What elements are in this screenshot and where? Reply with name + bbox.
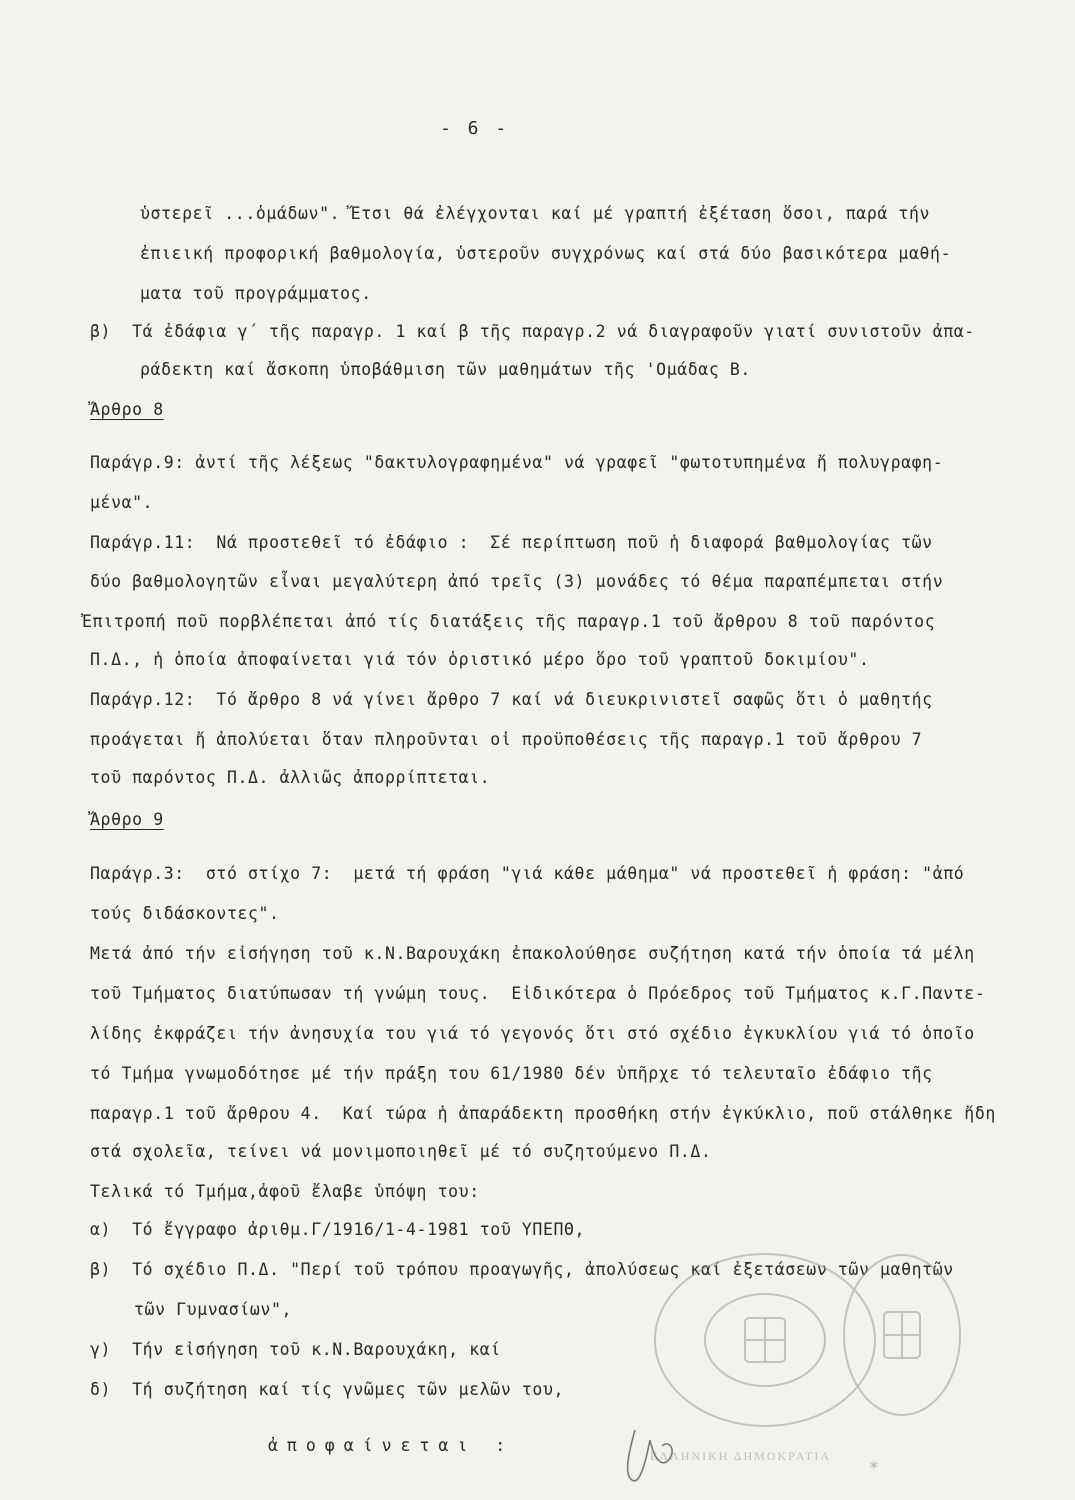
text-line: προάγεται ἤ ἀπολύεται ὅταν πληροῦνται οἱ προϋποθέσεις τῆς παραγρ.1 τοῦ ἄρθρου 7 xyxy=(90,730,923,749)
text-line: Παράγρ.3: στό στίχο 7: μετά τή φράση "γιά κάθε μάθημα" νά προστεθεῖ ἡ φράση: "ἀπό xyxy=(90,864,965,883)
text-line: ματα τοῦ προγράμματος. xyxy=(140,284,372,303)
text-line: Τελικά τό Τμήμα,ἀφοῦ ἔλαβε ὑπόψη του: xyxy=(90,1182,480,1201)
text-line: ράδεκτη καί ἄσκοπη ὑποβάθμιση τῶν μαθημάτων τῆς 'Ομάδας Β. xyxy=(140,360,751,379)
text-line: τῶν Γυμνασίων", xyxy=(134,1300,293,1319)
text-line: Ἐπιτροπή ποῦ πορβλέπεται ἀπό τίς διατάξεις τῆς παραγρ.1 τοῦ ἄρθρου 8 τοῦ παρόντος xyxy=(82,612,936,631)
seal-star: ✶ xyxy=(868,1458,880,1474)
text-line: Παράγρ.12: Τό ἄρθρο 8 νά γίνει ἄρθρο 7 καί νά διευκρινιστεῖ σαφῶς ὅτι ὁ μαθητής xyxy=(90,690,933,709)
text-line: λίδης ἐκφράζει τήν ἀνησυχία του γιά τό γεγονός ὅτι στό σχέδιο ἐγκυκλίου γιά τό ὁποῖο xyxy=(90,1024,975,1043)
list-item: δ) Τή συζήτηση καί τίς γνῶμες τῶν μελῶν του, xyxy=(90,1380,565,1399)
text-line: δύο βαθμολογητῶν εἶναι μεγαλύτερη ἀπό τρεῖς (3) μονάδες τό θέμα παραπέμπεται στήν xyxy=(90,572,944,591)
text-line: β) Τά ἐδάφια γ΄ τῆς παραγρ. 1 καί β τῆς παραγρ.2 νά διαγραφοῦν γιατί συνιστοῦν ἀπα- xyxy=(90,322,975,341)
decision-heading: ἀποφαίνεται : xyxy=(268,1436,515,1455)
page-number: - 6 - xyxy=(440,118,510,139)
list-item: β) Τό σχέδιο Π.Δ. "Περί τοῦ τρόπου προαγωγῆς, ἀπολύσεως καί ἐξετάσεων τῶν μαθητῶν xyxy=(90,1260,954,1279)
text-line: μένα". xyxy=(90,493,154,512)
article-heading: Ἄρθρο 8 xyxy=(90,400,164,419)
text-line: τούς διδάσκοντες". xyxy=(90,904,280,923)
text-line: Παράγρ.9: ἀντί τῆς λέξεως "δακτυλογραφημένα" νά γραφεῖ "φωτοτυπημένα ἤ πολυγραφη- xyxy=(90,453,944,472)
text-line: τοῦ Τμήματος διατύπωσαν τή γνώμη τους. Εἰδικότερα ὁ Πρόεδρος τοῦ Τμήματος κ.Γ.Παντε- xyxy=(90,984,986,1003)
text-line: τό Τμήμα γνωμοδότησε μέ τήν πράξη του 61/1980 δέν ὑπῆρχε τό τελευταῖο ἐδάφιο τῆς xyxy=(90,1064,933,1083)
text-line: στά σχολεῖα, τείνει νά μονιμοποιηθεῖ μέ τό συζητούμενο Π.Δ. xyxy=(90,1142,712,1161)
seal-text: ΕΛΛΗΝΙΚΗ ΔΗΜΟΚΡΑΤΙΑ xyxy=(650,1449,832,1463)
text-line: τοῦ παρόντος Π.Δ. ἀλλιῶς ἀπορρίπτεται. xyxy=(90,768,491,787)
text-line: ὑστερεῖ ...ὁμάδων". Ἔτσι θά ἐλέγχονται καί μέ γραπτή ἐξέταση ὅσοι, παρά τήν xyxy=(140,204,931,223)
text-line: Παράγρ.11: Νά προστεθεῖ τό ἐδάφιο : Σέ περίπτωση ποῦ ἡ διαφορά βαθμολογίας τῶν xyxy=(90,533,933,552)
article-heading: Ἄρθρο 9 xyxy=(90,810,164,829)
text-line: ἐπιεική προφορική βαθμολογία, ὑστεροῦν συγχρόνως καί στά δύο βασικότερα μαθή- xyxy=(140,244,952,263)
list-item: γ) Τήν εἰσήγηση τοῦ κ.Ν.Βαρουχάκη, καί xyxy=(90,1340,501,1359)
text-line: Μετά ἀπό τήν εἰσήγηση τοῦ κ.Ν.Βαρουχάκη ἐπακολούθησε συζήτηση κατά τήν ὁποία τά μέλη xyxy=(90,944,975,963)
signature-icon xyxy=(610,1400,700,1490)
list-item: α) Τό ἔγγραφο ἀριθμ.Γ/1916/1-4-1981 τοῦ ΥΠΕΠΘ, xyxy=(90,1220,586,1239)
text-line: παραγρ.1 τοῦ ἄρθρου 4. Καί τώρα ἡ ἀπαράδεκτη προσθήκη στήν ἐγκύκλιο, ποῦ στάλθηκε ἤδη xyxy=(90,1104,996,1123)
text-line: Π.Δ., ἡ ὁποία ἀποφαίνεται γιά τόν ὁριστικό μέρο ὅρο τοῦ γραπτοῦ δοκιμίου". xyxy=(90,650,870,669)
